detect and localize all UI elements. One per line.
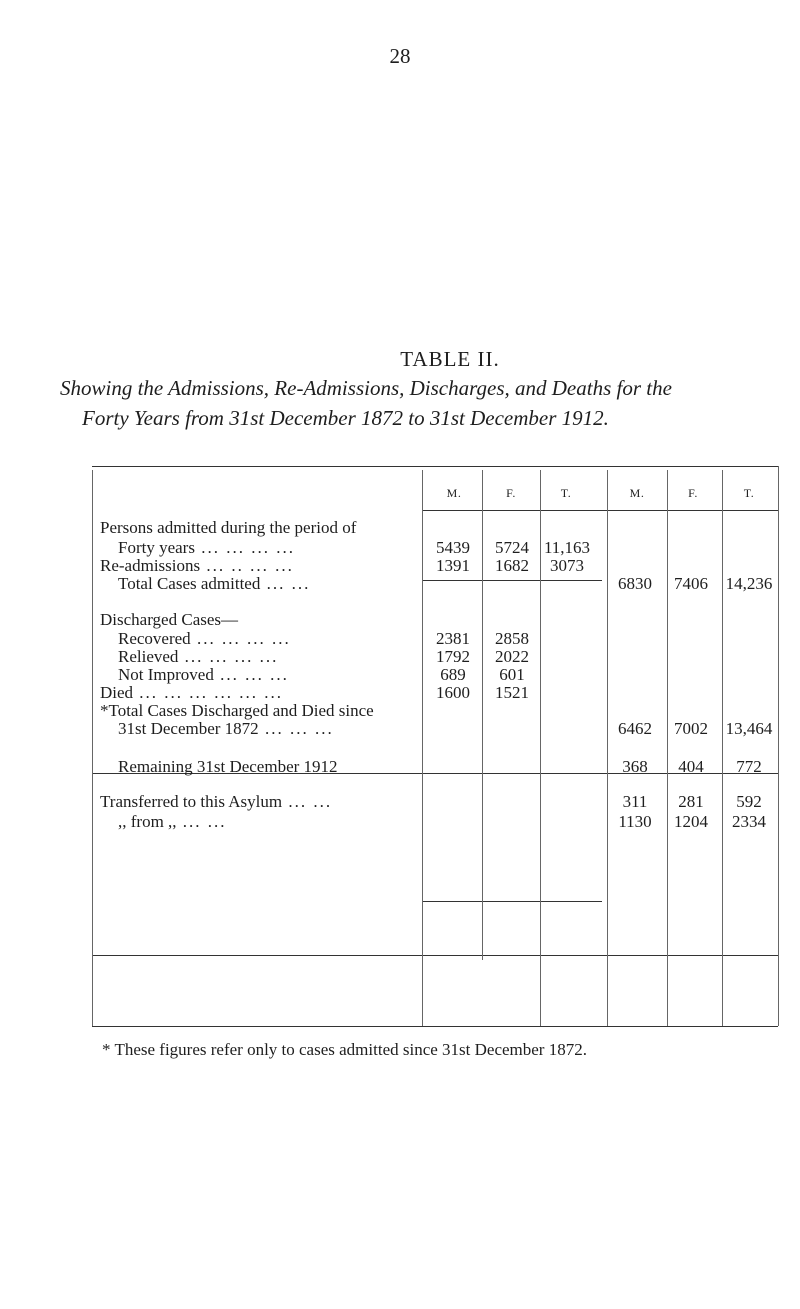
cell-value: 1521 [495,683,529,702]
cell-value: 592 [736,792,762,811]
cell-value: 1792 [436,647,470,666]
cell-value: 281 [678,792,704,811]
header-f: F. [688,486,698,500]
cell-value: 404 [678,757,704,776]
table-title: TABLE II. [400,347,500,371]
header-t: T. [743,486,755,500]
column-divider [778,466,779,1026]
cell-value: 1204 [674,812,708,831]
row-label: Transferred to this Asylum ... ... [100,792,333,811]
cell-value: 2858 [495,629,529,648]
cell-value: 7406 [674,574,708,593]
header-f: F. [506,486,516,500]
row-label: ,, from ,, ... ... [118,812,227,831]
row-label: 31st December 1872 ... ... ... [118,719,334,738]
cell-value: 14,236 [725,574,773,593]
section-rule [92,955,778,956]
column-divider [667,470,668,1026]
cell-value: 1391 [436,556,470,575]
row-label: Died ... ... ... ... ... ... [100,683,284,702]
cell-value: 2334 [732,812,766,831]
footnote: * These figures refer only to cases admitted since 31st December 1872. [102,1040,587,1059]
cell-value: 1130 [618,812,652,831]
column-divider [607,470,608,1026]
cell-value: 689 [440,665,466,684]
cell-value: 11,163 [543,538,591,557]
cell-value: 6830 [618,574,652,593]
row-label: Persons admitted during the period of [100,518,357,537]
cell-value: 1682 [495,556,529,575]
cell-value: 311 [622,792,648,811]
cell-value: 368 [622,757,648,776]
column-divider [722,470,723,1026]
table-bottom-rule [92,1026,778,1027]
page-number: 28 [389,44,411,68]
table-top-rule [92,466,778,467]
cell-value: 772 [736,757,762,776]
cell-value: 13,464 [725,719,773,738]
header-m: M. [629,486,645,500]
header-m: M. [446,486,462,500]
row-label: Total Cases admitted ... ... [118,574,311,593]
row-label: Re-admissions ... .. ... ... [100,556,294,575]
cell-value: 3073 [550,556,584,575]
cell-value: 1600 [436,683,470,702]
row-label: Forty years ... ... ... ... [118,538,295,557]
table-subtitle-line-1: Showing the Admissions, Re-Admissions, Discharges, and Deaths for the [60,376,672,400]
cell-value: 2022 [495,647,529,666]
cell-value: 2381 [436,629,470,648]
subtotal-rule [422,580,602,581]
cell-value: 601 [499,665,525,684]
row-label: Remaining 31st December 1912 [118,757,338,776]
row-label: Not Improved ... ... ... [118,665,289,684]
row-label: Recovered ... ... ... ... [118,629,291,648]
row-label: Relieved ... ... ... ... [118,647,279,666]
cell-value: 5439 [436,538,470,557]
row-label: Discharged Cases— [100,610,239,629]
table-subtitle-line-2: Forty Years from 31st December 1872 to 31st December 1912. [82,406,609,430]
row-label: *Total Cases Discharged and Died since [100,701,374,720]
subtotal-rule [422,901,602,902]
cell-value: 6462 [618,719,652,738]
cell-value: 5724 [495,538,529,557]
cell-value: 7002 [674,719,708,738]
header-rule [422,510,778,511]
header-t: T. [560,486,572,500]
column-divider [92,470,93,1026]
